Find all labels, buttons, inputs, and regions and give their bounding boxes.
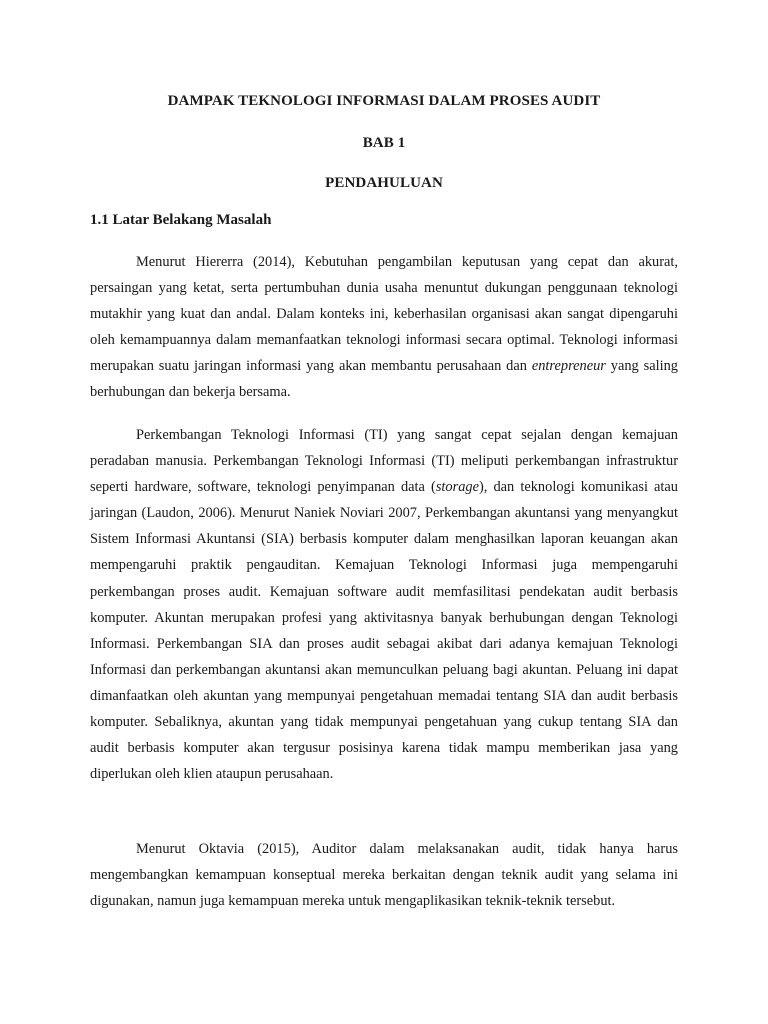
paragraph-1 [90,249,678,406]
section-heading: 1.1 Latar Belakang Masalah [90,212,272,228]
paragraph-1-text-a: Menurut Hiererra (2014), Kebutuhan pengambilan keputusan yang cepat dan akurat, persaingan yang ketat, serta pertumbuhan dunia usaha menuntut dukungan penggunaan teknologi mutakhir yang kuat dan andal. Dalam konteks ini, keberhasilan organisasi akan sangat dipengaruhi oleh kemampuannya dalam memanfaatkan teknologi informasi secara optimal. Teknologi informasi merupakan suatu jaringan informasi yang akan membantu perusahaan dan [90,254,678,375]
paragraph-2-text-b: ), dan teknologi komunikasi atau jaringan (Laudon, 2006). Menurut Naniek Noviari 2007, Perkembangan akuntansi yang menyangkut Sistem Informasi Akuntansi (SIA) berbasis komputer dalam menghasilkan laporan keuangan akan mempengaruhi praktik pengauditan. Kemajuan Teknologi Informasi juga mempengaruhi perkembangan proses audit. Kemajuan software audit memfasilitasi pendekatan audit berbasis komputer. Akuntan merupakan profesi yang aktivitasnya banyak berhubungan dengan Teknologi Informasi. Perkembangan SIA dan proses audit sebagai akibat dari adanya kemajuan Teknologi Informasi dan perkembangan akuntansi akan memunculkan peluang bagi akuntan. Peluang ini dapat dimanfaatkan oleh akuntan yang mempunyai pengetahuan memadai tentang SIA dan audit berbasis komputer. Sebaliknya, akuntan yang tidak mempunyai pengetahuan yang cukup tentang SIA dan audit berbasis komputer akan tergusur posisinya karena tidak mampu memberikan jasa yang diperlukan oleh klien ataupun perusahaan. [90,479,679,783]
paragraph-1-italic-term: entrepreneur [531,358,606,375]
paragraph-2 [90,422,678,787]
paragraph-1-text-b: yang saling berhubungan dan bekerja bersama. [90,358,678,401]
paragraph-2-italic-term: storage [435,479,479,496]
chapter-title: PENDAHULUAN [325,175,443,191]
paragraph-3: Menurut Oktavia (2015), Auditor dalam melaksanakan audit, tidak hanya harus mengembangkan kemampuan konseptual mereka berkaitan dengan teknik audit yang selama ini digunakan, namun juga kemampuan mereka untuk mengaplikasikan teknik-teknik tersebut. [90,841,678,910]
chapter-number: BAB 1 [362,135,406,151]
document-title: DAMPAK TEKNOLOGI INFORMASI DALAM PROSES AUDIT [167,93,601,109]
paragraph-2-text-a: Perkembangan Teknologi Informasi (TI) yang sangat cepat sejalan dengan kemajuan peradaban manusia. Perkembangan Teknologi Informasi (TI) meliputi perkembangan infrastruktur seperti hardware, software, teknologi penyimpanan data ( [90,427,678,496]
